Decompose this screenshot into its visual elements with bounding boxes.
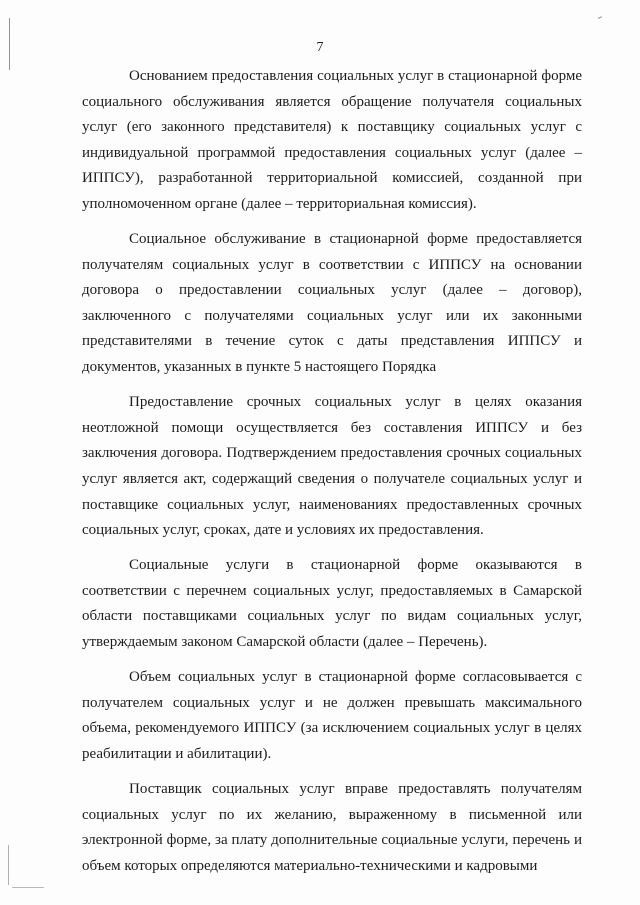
document-body	[82, 64, 582, 889]
scan-artifact-mark	[8, 845, 9, 885]
scan-artifact-mark	[598, 16, 602, 19]
paragraph-additional-services: Поставщик социальных услуг вправе предоставлять получателям социальных услуг по их желанию, выраженному в письменной или электронной форме, за плату дополнительные социальные услуги, перечень и объем которых определяются материально-техническими и кадровыми	[82, 780, 582, 874]
paragraph-contract: Социальное обслуживание в стационарной форме предоставляется получателям социальных услуг в соответствии с ИППСУ на основании договора о предоставлении социальных услуг (далее – договор), заключенного с получателями социальных услуг или их законными представителями в течение суток с даты представления ИППСУ и документов, указанных в пункте 5 настоящего Порядка	[82, 231, 582, 376]
scan-artifact-mark	[12, 887, 44, 888]
paragraph-urgent-services: Предоставление срочных социальных услуг в целях оказания неотложной помощи осуществляется без составления ИППСУ и без заключения договора. Подтверждением предоставления срочных социальных услуг является акт, содержащий сведения о получателе социальных услуг и поставщике социальных услуг, наименованиях предоставленных срочных социальных услуг, сроках, дате и условиях их предоставления.	[82, 394, 582, 539]
paragraph-service-basis: Основанием предоставления социальных услуг в стационарной форме социального обслуживания является обращение получателя социальных услуг (его законного представителя) к поставщику социальных услуг с индивидуальной программой предоставления социальных услуг (далее – ИППСУ), разработанной территориальной комиссией, созданной при уполномоченном органе (далее – территориальная комиссия).	[82, 68, 582, 212]
page-number: 7	[316, 40, 324, 55]
paragraph-service-volume: Объем социальных услуг в стационарной форме согласовывается с получателем социальных услуг и не должен превышать максимального объема, рекомендуемого ИППСУ (за исключением социальных услуг в целях реабилитации и абилитации).	[82, 669, 582, 762]
paragraph-service-list: Социальные услуги в стационарной форме оказываются в соответствии с перечнем социальных услуг, предоставляемых в Самарской области поставщиками социальных услуг по видам социальных услуг, утверждаемым законом Самарской области (далее – Перечень).	[82, 557, 582, 650]
